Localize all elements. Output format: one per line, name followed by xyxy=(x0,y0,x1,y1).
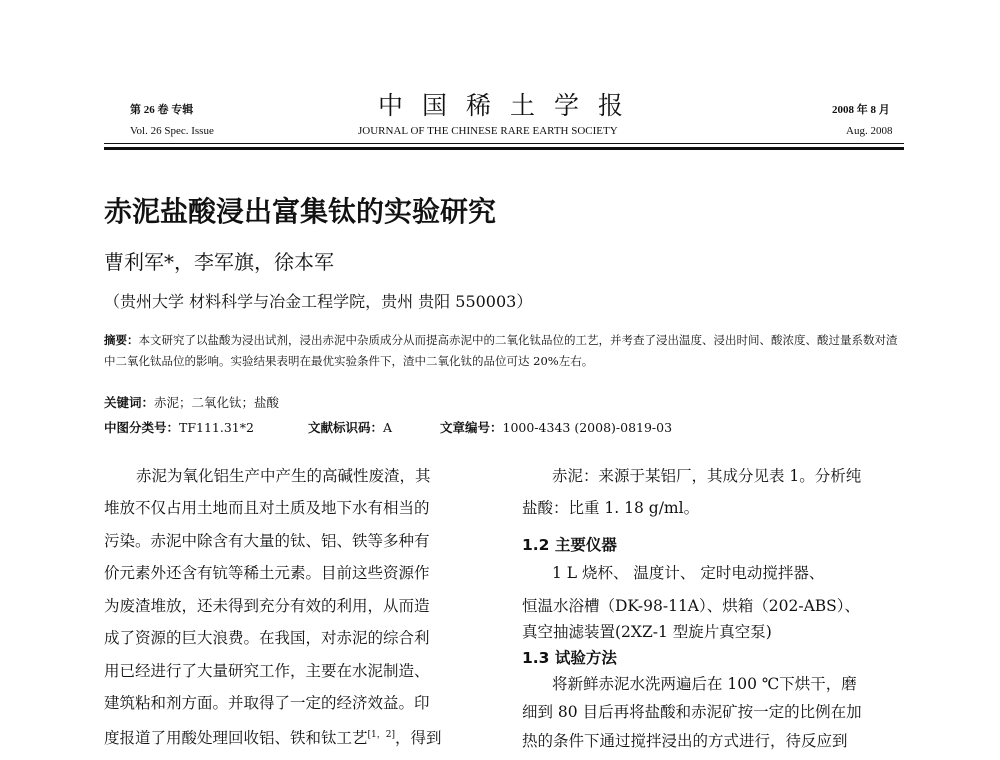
abstract-label: 摘要： xyxy=(104,333,139,347)
article-no-line xyxy=(440,418,672,436)
article-no-label: 文章编号： xyxy=(440,420,503,435)
abstract xyxy=(104,330,904,372)
article-no-value: 1000-4343 (2008)-0819-03 xyxy=(502,420,673,435)
clc-label: 中图分类号： xyxy=(104,420,180,435)
right-line-4: 恒温水浴槽（DK-98-11A）、烘箱（202-ABS）、 xyxy=(522,597,861,615)
right-line-5: 真空抽滤装置(2XZ-1 型旋片真空泵) xyxy=(522,623,772,641)
right-line-3: 1 L 烧杯、 温度计、 定时电动搅拌器、 xyxy=(552,564,825,582)
volume-zh: 第 26 卷 专辑 xyxy=(130,104,194,116)
citation-ref: [1，2] xyxy=(367,730,395,740)
right-line-8: 热的条件下通过搅拌浸出的方式进行，待反应到 xyxy=(522,732,848,750)
left-line-4: 价元素外还含有钪等稀土元素。目前这些资源作 xyxy=(104,564,430,582)
article-affiliation: （贵州大学 材料科学与冶金工程学院，贵州 贵阳 550003） xyxy=(104,292,533,311)
keywords-line xyxy=(104,393,279,411)
left-line-5: 为废渣堆放，还未得到充分有效的利用，从而造 xyxy=(104,597,430,615)
left-line-1: 赤泥为氧化铝生产中产生的高碱性废渣，其 xyxy=(136,467,431,485)
abstract-text: 本文研究了以盐酸为浸出试剂，浸出赤泥中杂质成分从而提高赤泥中的二氧化钛品位的工艺，并考查了浸出温度、浸出时间、酸浓度、酸过量系数对渣中二氧化钛品位的影响。实验结果表明在最优实验条件下，渣中二氧化钛的品位可达 20%左右。 xyxy=(104,333,898,368)
left-line-7: 用已经进行了大量研究工作，主要在水泥制造、 xyxy=(104,662,430,680)
left-line-2: 堆放不仅占用土地而且对土质及地下水有相当的 xyxy=(104,499,430,517)
journal-title-en: JOURNAL OF THE CHINESE RARE EARTH SOCIETY xyxy=(358,125,618,137)
right-line-1: 赤泥：来源于某铝厂，其成分见表 1。分析纯 xyxy=(552,467,862,485)
left-line-6: 成了资源的巨大浪费。在我国，对赤泥的综合利 xyxy=(104,629,430,647)
header-rule-thin xyxy=(104,143,904,144)
right-line-7: 细到 80 目后再将盐酸和赤泥矿按一定的比例在加 xyxy=(522,703,862,721)
date-en: Aug. 2008 xyxy=(846,125,893,137)
clc-value: TF111.31*2 xyxy=(179,420,254,435)
journal-title-zh: 中国稀土学报 xyxy=(378,91,643,120)
left-line-8: 建筑粘和剂方面。并取得了一定的经济效益。印 xyxy=(104,694,430,712)
doc-code-value: A xyxy=(383,420,393,435)
left-line-3: 污染。赤泥中除含有大量的钛、铝、铁等多种有 xyxy=(104,532,430,550)
article-title: 赤泥盐酸浸出富集钛的实验研究 xyxy=(104,195,497,228)
date-zh: 2008 年 8 月 xyxy=(832,104,890,116)
doc-code-line xyxy=(308,418,392,436)
left-line-9-suffix: ，得到 xyxy=(395,729,442,748)
doc-code-label: 文献标识码： xyxy=(308,420,384,435)
article-authors: 曹利军*，李军旗，徐本军 xyxy=(104,250,334,274)
volume-en: Vol. 26 Spec. Issue xyxy=(130,125,214,137)
right-line-2: 盐酸：比重 1. 18 g/ml。 xyxy=(522,499,700,517)
classification-line xyxy=(104,418,254,436)
section-heading-1-3: 1.3 试验方法 xyxy=(522,649,617,667)
right-line-6: 将新鲜赤泥水洗两遍后在 100 ℃下烘干，磨 xyxy=(552,675,857,693)
keywords-value: 赤泥；二氧化钛；盐酸 xyxy=(154,395,280,410)
keywords-label: 关键词： xyxy=(104,395,155,410)
header-rule-thick xyxy=(104,147,904,150)
left-line-9-text: 度报道了用酸处理回收铝、铁和钛工艺 xyxy=(104,729,368,748)
section-heading-1-2: 1.2 主要仪器 xyxy=(522,536,617,554)
left-line-9 xyxy=(104,725,442,748)
